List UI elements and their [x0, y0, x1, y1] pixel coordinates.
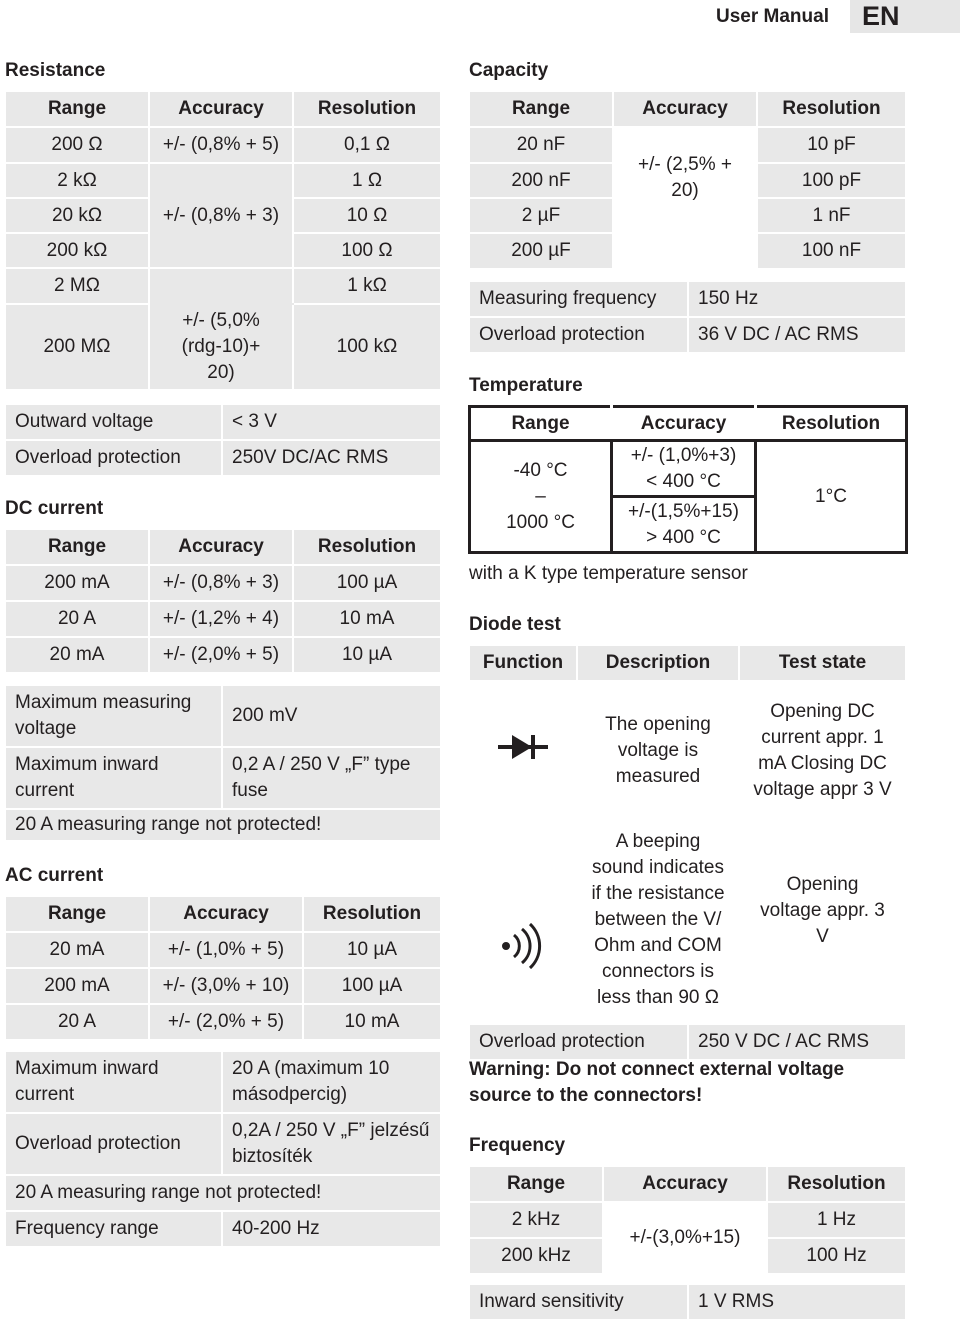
table-cell	[470, 441, 612, 553]
dc-current-title: DC current	[5, 498, 104, 519]
spec-label: Maximum inward current	[5, 1051, 222, 1113]
table-cell: 100 pF	[757, 163, 906, 198]
col-header: Range	[5, 91, 149, 127]
dc-current-specs	[4, 684, 442, 842]
col-header: Accuracy	[149, 529, 293, 565]
table-cell: 100 µA	[303, 968, 441, 1004]
temp-acc-low-cond: < 400 °C	[646, 470, 721, 492]
table-cell: +/- (0,8% + 3)	[149, 565, 293, 601]
temp-range-start: -40 °C	[513, 459, 568, 481]
table-cell: 100 nF	[757, 233, 906, 269]
table-cell	[612, 441, 756, 497]
spec-label: Maximum measuring voltage	[5, 685, 222, 747]
col-header: Accuracy	[149, 896, 303, 932]
table-cell: 20 mA	[5, 637, 149, 673]
temperature-table	[468, 405, 908, 554]
table-cell: 1 Hz	[767, 1202, 906, 1238]
temp-acc-high: +/-(1,5%+15)	[628, 500, 739, 522]
table-cell: +/- (1,2% + 4)	[149, 601, 293, 637]
language-badge: EN	[850, 0, 960, 33]
col-header: Test state	[739, 645, 906, 681]
table-cell: 0,1 Ω	[293, 127, 441, 163]
table-cell: +/- (1,0% + 5)	[149, 932, 303, 968]
table-cell: 200 mA	[5, 565, 149, 601]
spec-note: 20 A measuring range not protected!	[5, 809, 441, 841]
table-cell: 100 kΩ	[293, 304, 441, 390]
resistance-specs	[4, 403, 442, 477]
spec-label: Measuring frequency	[469, 281, 688, 317]
diode-specs	[468, 1023, 907, 1061]
table-cell: A beeping sound indicates if the resistance between the V/ Ohm and COM connectors is less than 90 Ω	[577, 821, 739, 1019]
spec-value: 36 V DC / AC RMS	[688, 317, 906, 353]
table-cell: 200 Ω	[5, 127, 149, 163]
ac-current-title: AC current	[5, 865, 104, 886]
table-cell: +/- (3,0% + 10)	[149, 968, 303, 1004]
table-cell: 10 µA	[303, 932, 441, 968]
temp-range-dash: –	[535, 485, 546, 507]
col-header: Resolution	[767, 1166, 906, 1202]
spec-label: Overload protection	[469, 317, 688, 353]
temperature-title: Temperature	[469, 375, 583, 396]
table-cell: 10 µA	[293, 637, 441, 673]
col-header: Range	[5, 529, 149, 565]
table-cell: 20 kΩ	[5, 198, 149, 233]
resistance-table	[4, 90, 442, 391]
col-header: Resolution	[303, 896, 441, 932]
document-label: User Manual	[716, 6, 829, 27]
table-cell: 20 A	[5, 601, 149, 637]
frequency-specs	[468, 1283, 907, 1321]
table-cell: 20 A	[5, 1004, 149, 1040]
temperature-sensor-note: with a K type temperature sensor	[469, 563, 748, 584]
continuity-sound-icon	[498, 923, 548, 969]
table-cell-empty	[149, 268, 293, 304]
capacity-title: Capacity	[469, 60, 549, 81]
spec-value: 200 mV	[222, 685, 441, 747]
spec-value: 150 Hz	[688, 281, 906, 317]
spec-label: Maximum inward current	[5, 747, 222, 809]
ac-current-table	[4, 895, 442, 1041]
resistance-title: Resistance	[5, 60, 106, 81]
capacity-specs	[468, 280, 907, 354]
table-cell: 1°C	[756, 441, 907, 553]
table-cell: 20 mA	[5, 932, 149, 968]
table-cell: 200 kΩ	[5, 233, 149, 268]
table-cell: 200 mA	[5, 968, 149, 1004]
table-cell: +/- (0,8% + 3)	[149, 163, 293, 268]
table-cell: 20 nF	[469, 127, 613, 163]
table-cell: 2 µF	[469, 198, 613, 233]
spec-label: Overload protection	[5, 1113, 222, 1175]
dc-current-table	[4, 528, 442, 674]
col-header: Accuracy	[613, 91, 757, 127]
col-header: Range	[5, 896, 149, 932]
spec-value: 0,2A / 250 V „F” jelzésű biztosíték	[222, 1113, 441, 1175]
table-cell: 1 nF	[757, 198, 906, 233]
table-cell: 200 nF	[469, 163, 613, 198]
table-cell: The opening voltage is measured	[577, 681, 739, 821]
diode-test-title: Diode test	[469, 614, 561, 635]
warning-text: Warning: Do not connect external voltage source to the connectors!	[469, 1059, 845, 1106]
table-cell	[613, 127, 757, 269]
capacity-accuracy: +/- (2,5% + 20)	[638, 154, 732, 201]
col-header: Description	[577, 645, 739, 681]
col-header: Resolution	[756, 407, 907, 441]
table-cell: 10 mA	[303, 1004, 441, 1040]
diode-test-table	[468, 644, 907, 1020]
table-cell: 2 kΩ	[5, 163, 149, 198]
temp-acc-high-cond: > 400 °C	[646, 526, 721, 548]
spec-label: Inward sensitivity	[469, 1284, 688, 1320]
table-cell: Opening DC current appr. 1 mA Closing DC voltage appr 3 V	[739, 681, 906, 821]
col-header: Accuracy	[612, 407, 756, 441]
col-header: Accuracy	[149, 91, 293, 127]
table-cell: 1 Ω	[293, 163, 441, 198]
col-header: Range	[469, 1166, 603, 1202]
table-cell: +/- (2,0% + 5)	[149, 1004, 303, 1040]
table-cell	[469, 821, 577, 1019]
table-cell: 100 Hz	[767, 1238, 906, 1274]
temp-range-end: 1000 °C	[506, 511, 575, 533]
spec-note: 20 A measuring range not protected!	[5, 1175, 441, 1211]
table-cell: +/- (5,0%(rdg-10)+ 20)	[149, 304, 293, 390]
table-cell: 200 kHz	[469, 1238, 603, 1274]
spec-value: 250 V DC / AC RMS	[688, 1024, 906, 1060]
col-header: Resolution	[293, 91, 441, 127]
spec-value: 250V DC/AC RMS	[222, 440, 441, 476]
spec-label: Outward voltage	[5, 404, 222, 440]
col-header: Range	[469, 91, 613, 127]
spec-value: 0,2 A / 250 V „F” type fuse	[222, 747, 441, 809]
table-cell: 10 pF	[757, 127, 906, 163]
table-cell: 100 µA	[293, 565, 441, 601]
table-cell: 1 kΩ	[293, 268, 441, 304]
spec-label: Overload protection	[5, 440, 222, 476]
col-header: Resolution	[757, 91, 906, 127]
table-cell: Opening voltage appr. 3 V	[739, 821, 906, 1019]
table-cell: 200 µF	[469, 233, 613, 269]
spec-label: Frequency range	[5, 1211, 222, 1247]
table-cell: 2 kHz	[469, 1202, 603, 1238]
table-cell: 100 Ω	[293, 233, 441, 268]
table-cell: +/-(3,0%+15)	[603, 1202, 767, 1274]
col-header: Function	[469, 645, 577, 681]
table-cell	[612, 497, 756, 553]
col-header: Accuracy	[603, 1166, 767, 1202]
frequency-table	[468, 1165, 907, 1275]
col-header: Resolution	[293, 529, 441, 565]
spec-value: 20 A (maximum 10 másodpercig)	[222, 1051, 441, 1113]
table-cell: +/- (2,0% + 5)	[149, 637, 293, 673]
table-cell: 10 mA	[293, 601, 441, 637]
spec-value: < 3 V	[222, 404, 441, 440]
table-cell: 2 MΩ	[5, 268, 149, 304]
table-cell: +/- (0,8% + 5)	[149, 127, 293, 163]
diode-icon	[496, 733, 550, 761]
col-header: Range	[470, 407, 612, 441]
spec-value: 1 V RMS	[688, 1284, 906, 1320]
table-cell	[469, 681, 577, 821]
frequency-title: Frequency	[469, 1135, 566, 1156]
spec-label: Overload protection	[469, 1024, 688, 1060]
table-cell: 200 MΩ	[5, 304, 149, 390]
table-cell: 10 Ω	[293, 198, 441, 233]
ac-current-specs	[4, 1050, 442, 1248]
spec-value: 40-200 Hz	[222, 1211, 441, 1247]
temp-acc-low: +/- (1,0%+3)	[630, 444, 737, 466]
capacity-table	[468, 90, 907, 270]
